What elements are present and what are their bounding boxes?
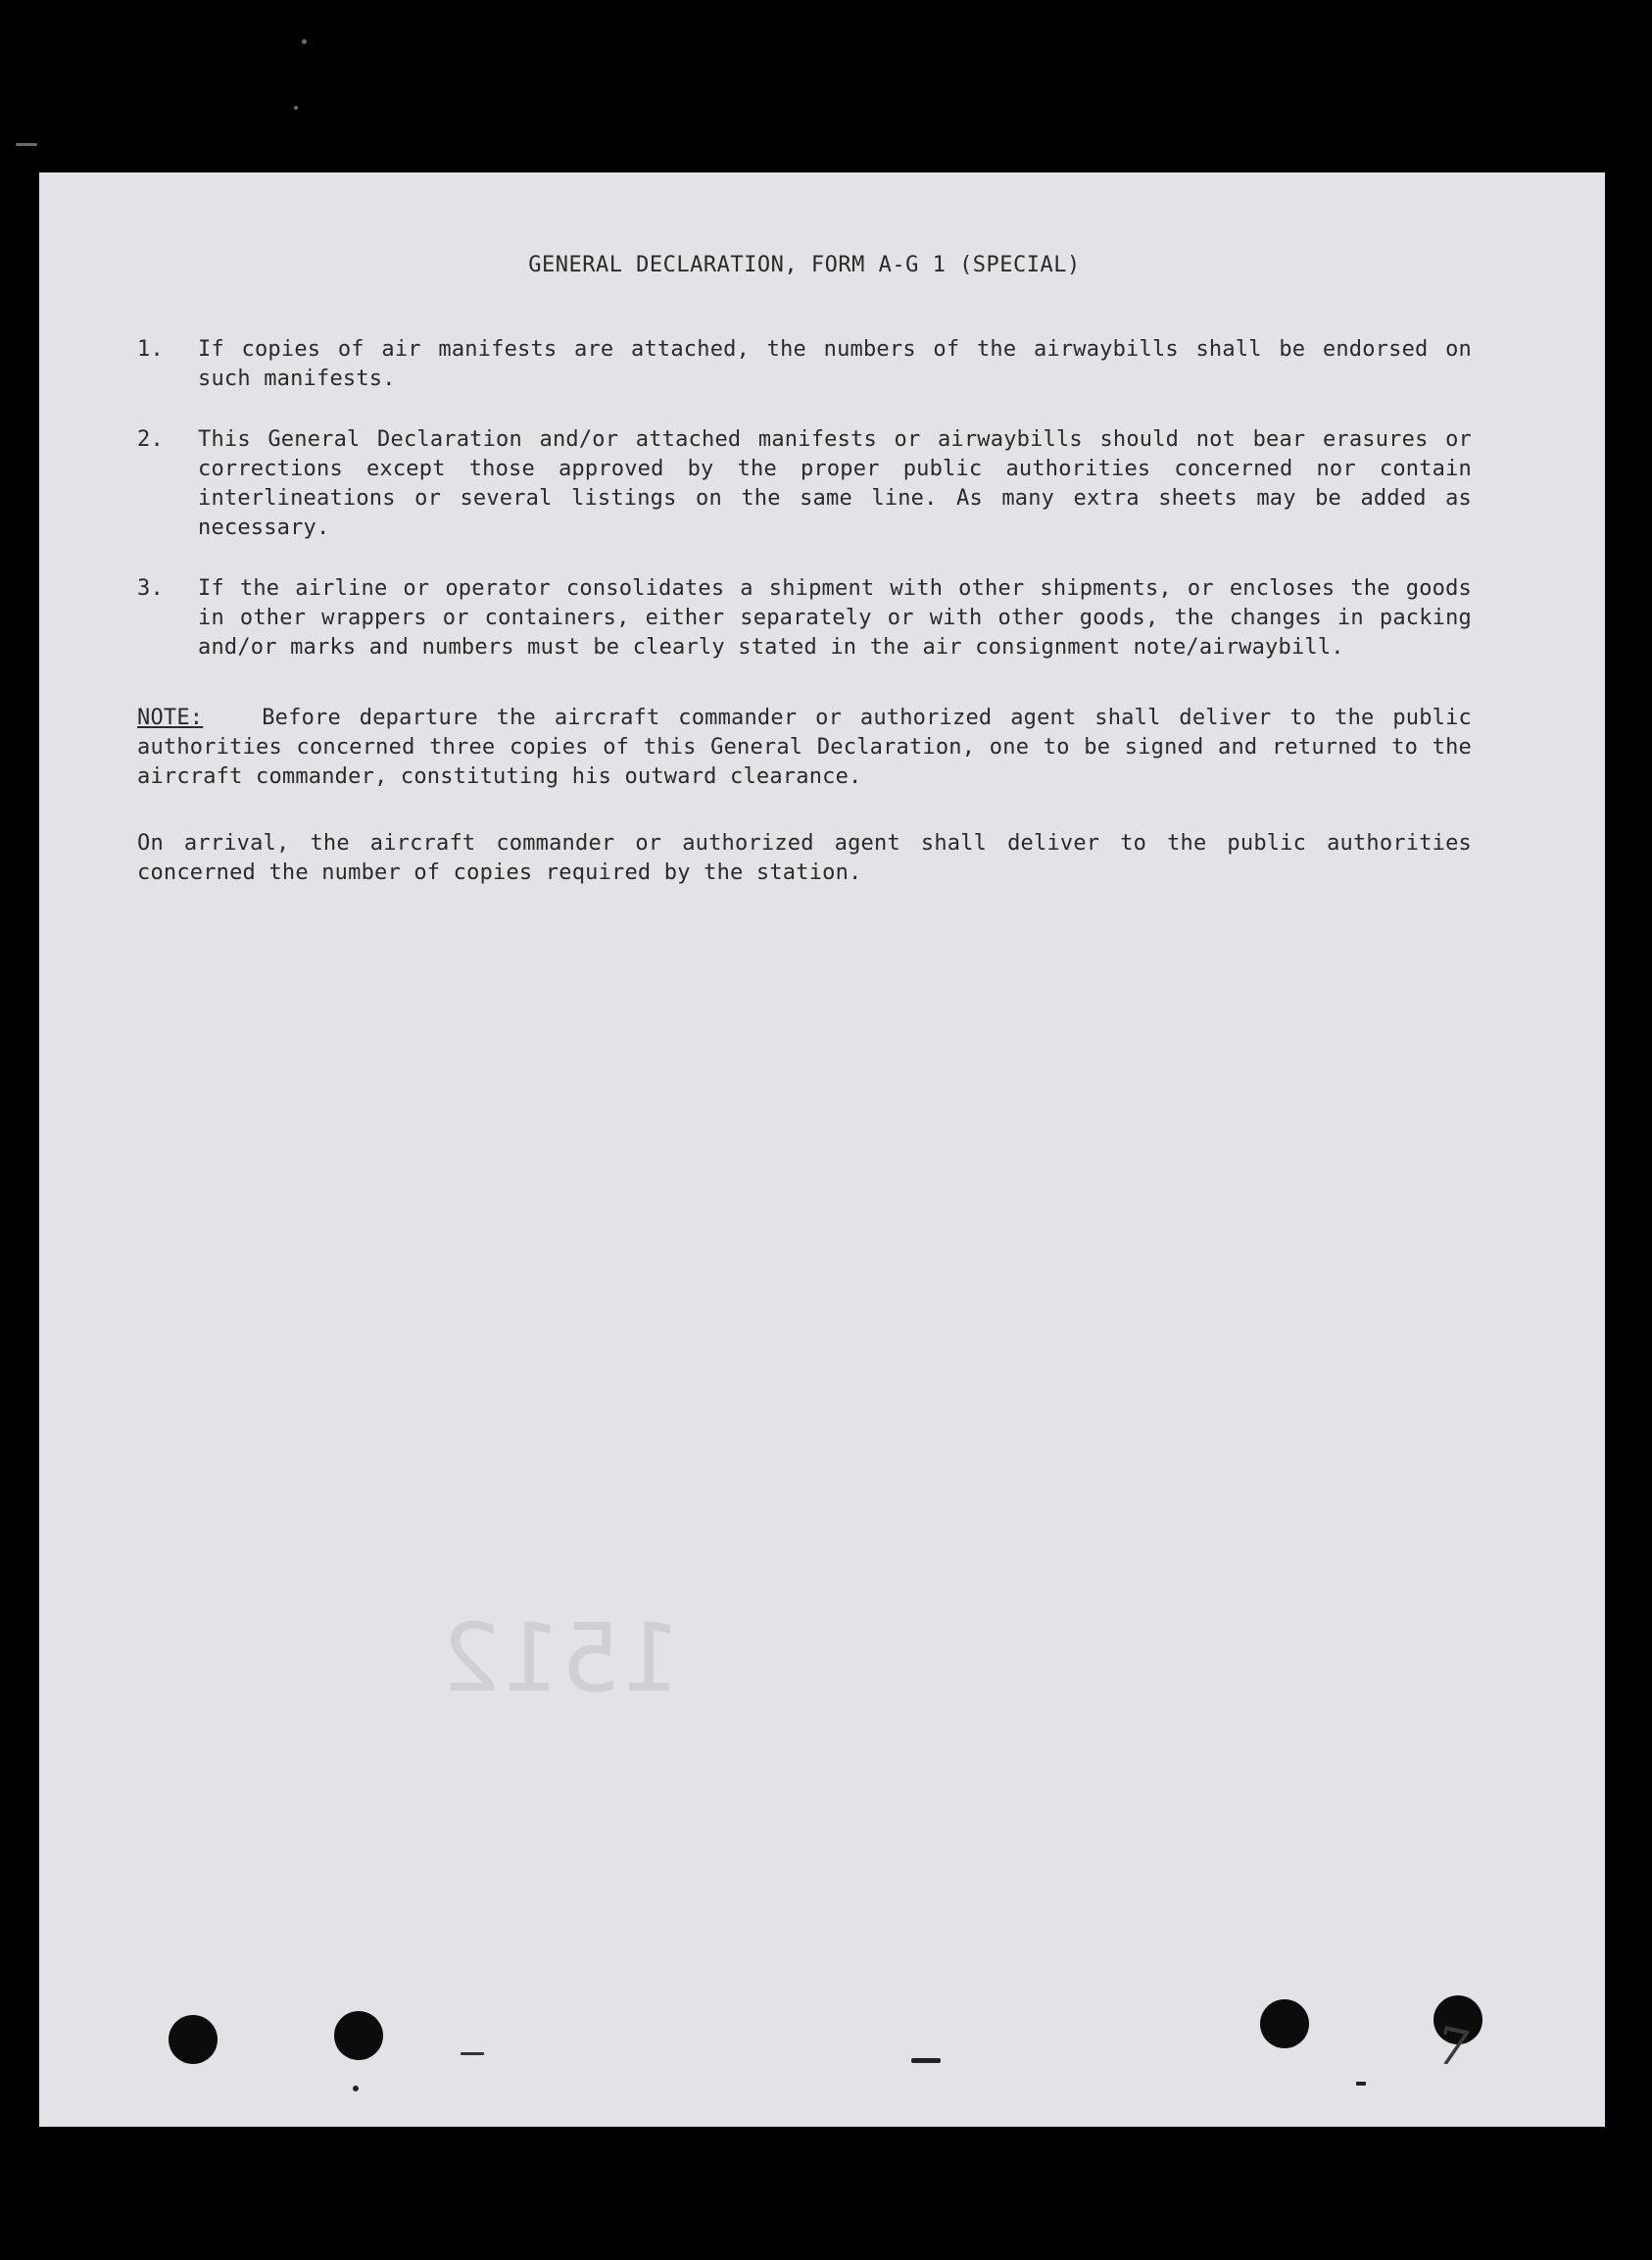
scan-speck [294, 106, 298, 110]
list-item [137, 425, 1472, 543]
list-item [137, 335, 1472, 394]
list-item-number: 3. [137, 576, 164, 601]
document-title: GENERAL DECLARATION, FORM A-G 1 (SPECIAL) [528, 253, 1081, 277]
document-body [137, 251, 1472, 888]
scan-speck [1356, 2082, 1366, 2086]
list-item [137, 574, 1472, 663]
punch-hole [169, 2015, 218, 2064]
scan-speck [302, 39, 307, 44]
scan-speck [353, 2086, 359, 2091]
punch-hole [334, 2011, 383, 2060]
list-item-number: 2. [137, 427, 164, 452]
scan-speck [911, 2058, 941, 2063]
note-paragraph [137, 704, 1472, 792]
list-item-text: If the airline or operator consolidates a shipment with other shipments, or encloses the goods in other wrappers or containers, either separately or with other goods, the changes in packing and/or marks and numbers must be clearly stated in the air consignment note/airwaybill. [198, 576, 1472, 660]
list-item-text: If copies of air manifests are attached, the numbers of the airwaybills shall be endorsed on such manifests. [198, 337, 1472, 391]
punch-hole [1260, 1999, 1309, 2048]
scan-speck [461, 2052, 484, 2055]
scan-speck [16, 143, 37, 146]
show-through-mark: 1512 [441, 1603, 681, 1713]
list-item-number: 1. [137, 337, 164, 362]
handwritten-mark: 7 [1431, 2016, 1475, 2081]
note-label: NOTE: [137, 706, 204, 730]
arrival-paragraph: On arrival, the aircraft commander or authorized agent shall deliver to the public authorities concerned the number of copies required by the station. [137, 831, 1472, 885]
note-text: Before departure the aircraft commander or authorized agent shall deliver to the public authorities concerned three copies of this General Declaration, one to be signed and returned to the aircraft commander, constituting his outward clearance. [137, 706, 1472, 789]
list-item-text: This General Declaration and/or attached manifests or airwaybills should not bear erasures or corrections except those approved by the proper public authorities concerned nor contain interlineations or several listings on the same line. As many extra sheets may be added as necessary. [198, 427, 1472, 540]
